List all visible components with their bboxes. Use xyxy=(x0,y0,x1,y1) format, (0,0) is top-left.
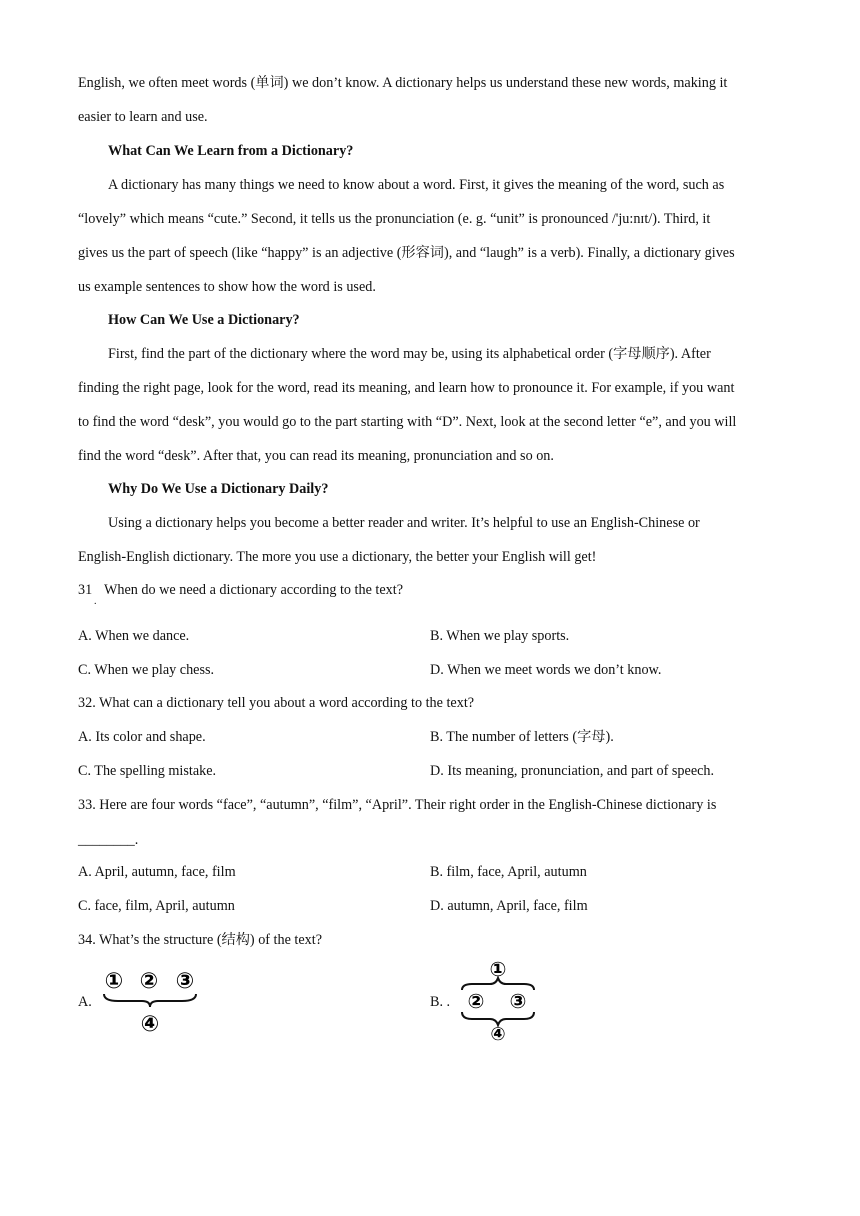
diagram-a-brace xyxy=(104,994,196,1007)
question-34-stem: 34. What’s the structure (结构) of the text? xyxy=(78,932,323,948)
question-32-option-d[interactable]: D. Its meaning, pronunciation, and part of speech. xyxy=(430,763,715,779)
question-31-option-c[interactable]: C. When we play chess. xyxy=(78,662,215,678)
diagram-a-node-1: ① xyxy=(104,969,124,994)
diagram-b-node-1: ① xyxy=(489,957,507,981)
passage-p4-line1: Using a dictionary helps you become a better reader and writer. It’s helpful to use an English-Chinese or xyxy=(108,515,700,531)
diagram-a-node-3: ③ xyxy=(175,969,195,994)
question-31-number: 31 xyxy=(78,582,93,598)
question-33-option-c[interactable]: C. face, film, April, autumn xyxy=(78,898,235,914)
question-33-option-b[interactable]: B. film, face, April, autumn xyxy=(430,864,587,880)
diagram-b-node-4: ④ xyxy=(490,1024,506,1045)
section-heading-learn: What Can We Learn from a Dictionary? xyxy=(108,143,354,159)
question-33-stem: 33. Here are four words “face”, “autumn”, “film”, “April”. Their right order in the English-Chinese dictionary is xyxy=(78,797,717,813)
question-33-blank: ________. xyxy=(78,832,139,848)
question-32-stem: 32. What can a dictionary tell you about a word according to the text? xyxy=(78,695,475,711)
diagram-a-node-4: ④ xyxy=(140,1012,160,1037)
section-heading-use: How Can We Use a Dictionary? xyxy=(108,312,300,328)
passage-p3-line3: to find the word “desk”, you would go to the part starting with “D”. Next, look at the second letter “e”, and you will xyxy=(78,414,737,430)
question-32-option-b[interactable]: B. The number of letters (字母). xyxy=(430,729,614,745)
question-32-option-a[interactable]: A. Its color and shape. xyxy=(78,729,206,745)
diagram-b-node-3: ③ xyxy=(509,989,527,1013)
question-31-option-b[interactable]: B. When we play sports. xyxy=(430,628,570,644)
question-34-option-a-label[interactable]: A. xyxy=(78,994,92,1010)
question-31-option-a[interactable]: A. When we dance. xyxy=(78,628,190,644)
structure-diagram-a[interactable] xyxy=(98,966,202,1038)
passage-p2-line4: us example sentences to show how the word is used. xyxy=(78,279,376,295)
diagram-b-node-2: ② xyxy=(467,989,485,1013)
passage-p3-line4: find the word “desk”. After that, you can read its meaning, pronunciation and so on. xyxy=(78,448,554,464)
question-32-option-c[interactable]: C. The spelling mistake. xyxy=(78,763,217,779)
passage-p2-line3: gives us the part of speech (like “happy” is an adjective (形容词), and “laugh” is a verb). Finally, a dictionary gives xyxy=(78,245,735,261)
question-31-dot: . xyxy=(94,596,97,607)
passage-p2-line2: “lovely” which means “cute.” Second, it tells us the pronunciation (e. g. “unit” is pronounced /'ju:nɪt/). Third, it xyxy=(78,211,711,227)
question-33-option-a[interactable]: A. April, autumn, face, film xyxy=(78,864,236,880)
passage-p3-line2: finding the right page, look for the word, read its meaning, and learn how to pronounce it. For example, if you want xyxy=(78,380,735,396)
passage-p2-line1: A dictionary has many things we need to know about a word. First, it gives the meaning of the word, such as xyxy=(108,177,725,193)
passage-p3-line1: First, find the part of the dictionary where the word may be, using its alphabetical order (字母顺序). After xyxy=(108,346,711,362)
passage-p1-line1: English, we often meet words (单词) we don’t know. A dictionary helps us understand these new words, making it xyxy=(78,75,728,91)
diagram-a-node-2: ② xyxy=(139,969,159,994)
passage-p1-line2: easier to learn and use. xyxy=(78,109,208,125)
structure-diagram-b[interactable] xyxy=(456,956,540,1044)
question-33-option-d[interactable]: D. autumn, April, face, film xyxy=(430,898,588,914)
section-heading-daily: Why Do We Use a Dictionary Daily? xyxy=(108,481,329,497)
question-31-option-d[interactable]: D. When we meet words we don’t know. xyxy=(430,662,662,678)
question-31-stem: When do we need a dictionary according to the text? xyxy=(104,582,403,598)
question-34-option-b-label[interactable]: B. . xyxy=(430,994,451,1010)
passage-p4-line2: English-English dictionary. The more you use a dictionary, the better your English will get! xyxy=(78,549,597,565)
